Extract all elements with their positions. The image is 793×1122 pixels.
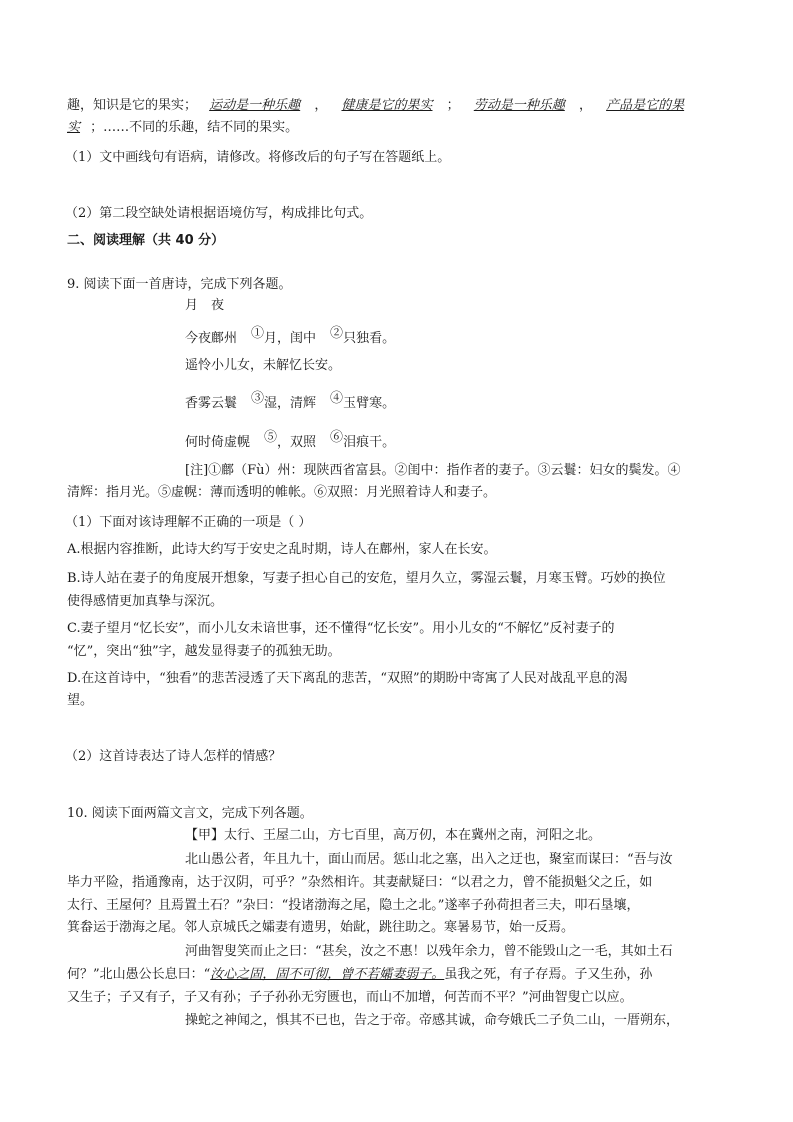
poem-text: 湿，清辉 (264, 396, 317, 411)
q9-sub2: （2）这首诗表达了诗人怎样的情感？ (65, 749, 282, 764)
poem-line-3 (185, 391, 396, 413)
passage-p2-line2: 毕力平险，指通豫南，达于汉阴，可乎？”杂然相许。其妻献疑曰：“以君之力，曾不能损魁父之丘，如 (67, 875, 653, 890)
q10-prompt: 10. 阅读下面两篇文言文，完成下列各题。 (67, 806, 313, 821)
q8-sub1: （1）文中画线句有语病，请修改。将修改后的句子写在答题纸上。 (65, 150, 451, 165)
note-marker: ⑤ (264, 430, 278, 445)
q9-sub1: （1）下面对该诗理解不正确的一项是（ ） (65, 515, 312, 530)
section-heading: 二、阅读理解（共 40 分） (67, 233, 225, 248)
poem-notes-1: [注]①鄜（Fù）州：现陕西省富县。②闺中：指作者的妻子。③云鬟：妇女的鬓发。④ (185, 463, 681, 478)
note-marker: ③ (251, 391, 265, 406)
passage-p4-line1: 操蛇之神闻之，惧其不已也，告之于帝。帝感其诚，命夸娥氏二子负二山，一厝朔东， (185, 1013, 680, 1028)
poem-text: 玉臂寒。 (343, 396, 396, 411)
punct: ， (314, 98, 328, 113)
poem-text: 只独看。 (343, 331, 396, 346)
option-d-line1: D.在这首诗中，“独看”的悲苦浸透了天下离乱的悲苦，“双照”的期盼中寄寓了人民对战乱平息的渴 (67, 671, 628, 686)
passage-p3-line2 (67, 966, 652, 984)
option-b-line2: 使得感情更加真挚与深沉。 (67, 594, 224, 609)
q8-text-line2 (67, 119, 298, 137)
underlined-sentence: 产品是它的果 (606, 98, 685, 113)
passage-jia-p1: 【甲】太行、王屋二山，方七百里，高万仞，本在冀州之南，河阳之北。 (185, 828, 602, 843)
passage-p2-line4: 箕畚运于渤海之尾。邻人京城氏之孀妻有遗男，始龀，跳往助之。寒暑易节，始一反焉。 (67, 920, 575, 935)
poem-line-1 (185, 326, 396, 348)
note-marker: ⑥ (330, 430, 344, 445)
passage-p3-line1: 河曲智叟笑而止之曰：“甚矣，汝之不惠！以残年余力，曾不能毁山之一毛，其如土石 (185, 944, 673, 959)
passage-p3-line3: 又生子；子又有子，子又有孙；子子孙孙无穷匮也，而山不加增，何苦而不平？”河曲智叟亡以应。 (67, 990, 633, 1005)
poem-text: ，双照 (277, 435, 317, 450)
underlined-sentence: 实 (67, 120, 81, 135)
poem-title: 月 夜 (185, 298, 225, 313)
punct: ， (578, 98, 592, 113)
poem-notes-2: 清辉：指月光。⑤虚幌：薄而透明的帷帐。⑥双照：月光照着诗人和妻子。 (67, 485, 497, 500)
static-text: 趣，知识是它的果实； (67, 98, 198, 113)
poem-text: 今夜鄜州 (185, 331, 238, 346)
poem-text: 泪痕干。 (343, 435, 396, 450)
poem-text: 何时倚虚幌 (185, 435, 251, 450)
q8-sub2: （2）第二段空缺处请根据语境仿写，构成排比句式。 (65, 206, 373, 221)
option-d-line2: 望。 (67, 693, 94, 708)
punct: ； (446, 98, 460, 113)
poem-text: 月，闺中 (264, 331, 317, 346)
poem-line-4 (185, 430, 396, 452)
note-marker: ② (330, 326, 344, 341)
passage-p2-line3: 太行、王屋何？且焉置土石？”杂曰：“投诸渤海之尾，隐土之北。”遂率子孙荷担者三夫，叩石垦壤， (67, 898, 640, 913)
option-c-line1: C.妻子望月“忆长安”，而小儿女未谙世事，还不懂得“忆长安”。用小儿女的“不解忆”反衬妻子的 (67, 621, 615, 636)
q9-prompt: 9. 阅读下面一首唐诗，完成下列各题。 (67, 277, 292, 292)
option-a: A.根据内容推断，此诗大约写于安史之乱时期，诗人在鄜州，家人在长安。 (67, 542, 497, 557)
option-c-line2: “忆”，突出“独”字，越发显得妻子的孤独无助。 (67, 644, 341, 659)
passage-p2-line1: 北山愚公者，年且九十，面山而居。惩山北之塞，出入之迂也，聚室而谋曰：“吾与汝 (185, 852, 673, 867)
static-text: ；……不同的乐趣，结不同的果实。 (90, 120, 299, 135)
note-marker: ④ (330, 391, 344, 406)
q8-text-line1 (67, 97, 684, 115)
option-b-line1: B.诗人站在妻子的角度展开想象，写妻子担心自己的安危，望月久立，雾湿云鬟，月寒玉臂。巧妙的换位 (67, 571, 666, 586)
underlined-sentence: 劳动是一种乐趣 (473, 98, 565, 113)
poem-text: 香雾云鬟 (185, 396, 238, 411)
static-text: 虽我之死，有子存焉。子又生孙，孙 (444, 967, 653, 982)
underlined-sentence: 健康是它的果实 (341, 98, 433, 113)
static-text: 何？”北山愚公长息曰：“ (67, 967, 211, 982)
note-marker: ① (251, 326, 265, 341)
underlined-sentence: 汝心之固，固不可彻，曾不若孀妻弱子。 (210, 967, 445, 982)
underlined-sentence: 运动是一种乐趣 (209, 98, 301, 113)
poem-line-2: 遥怜小儿女，未解忆长安。 (185, 358, 342, 373)
